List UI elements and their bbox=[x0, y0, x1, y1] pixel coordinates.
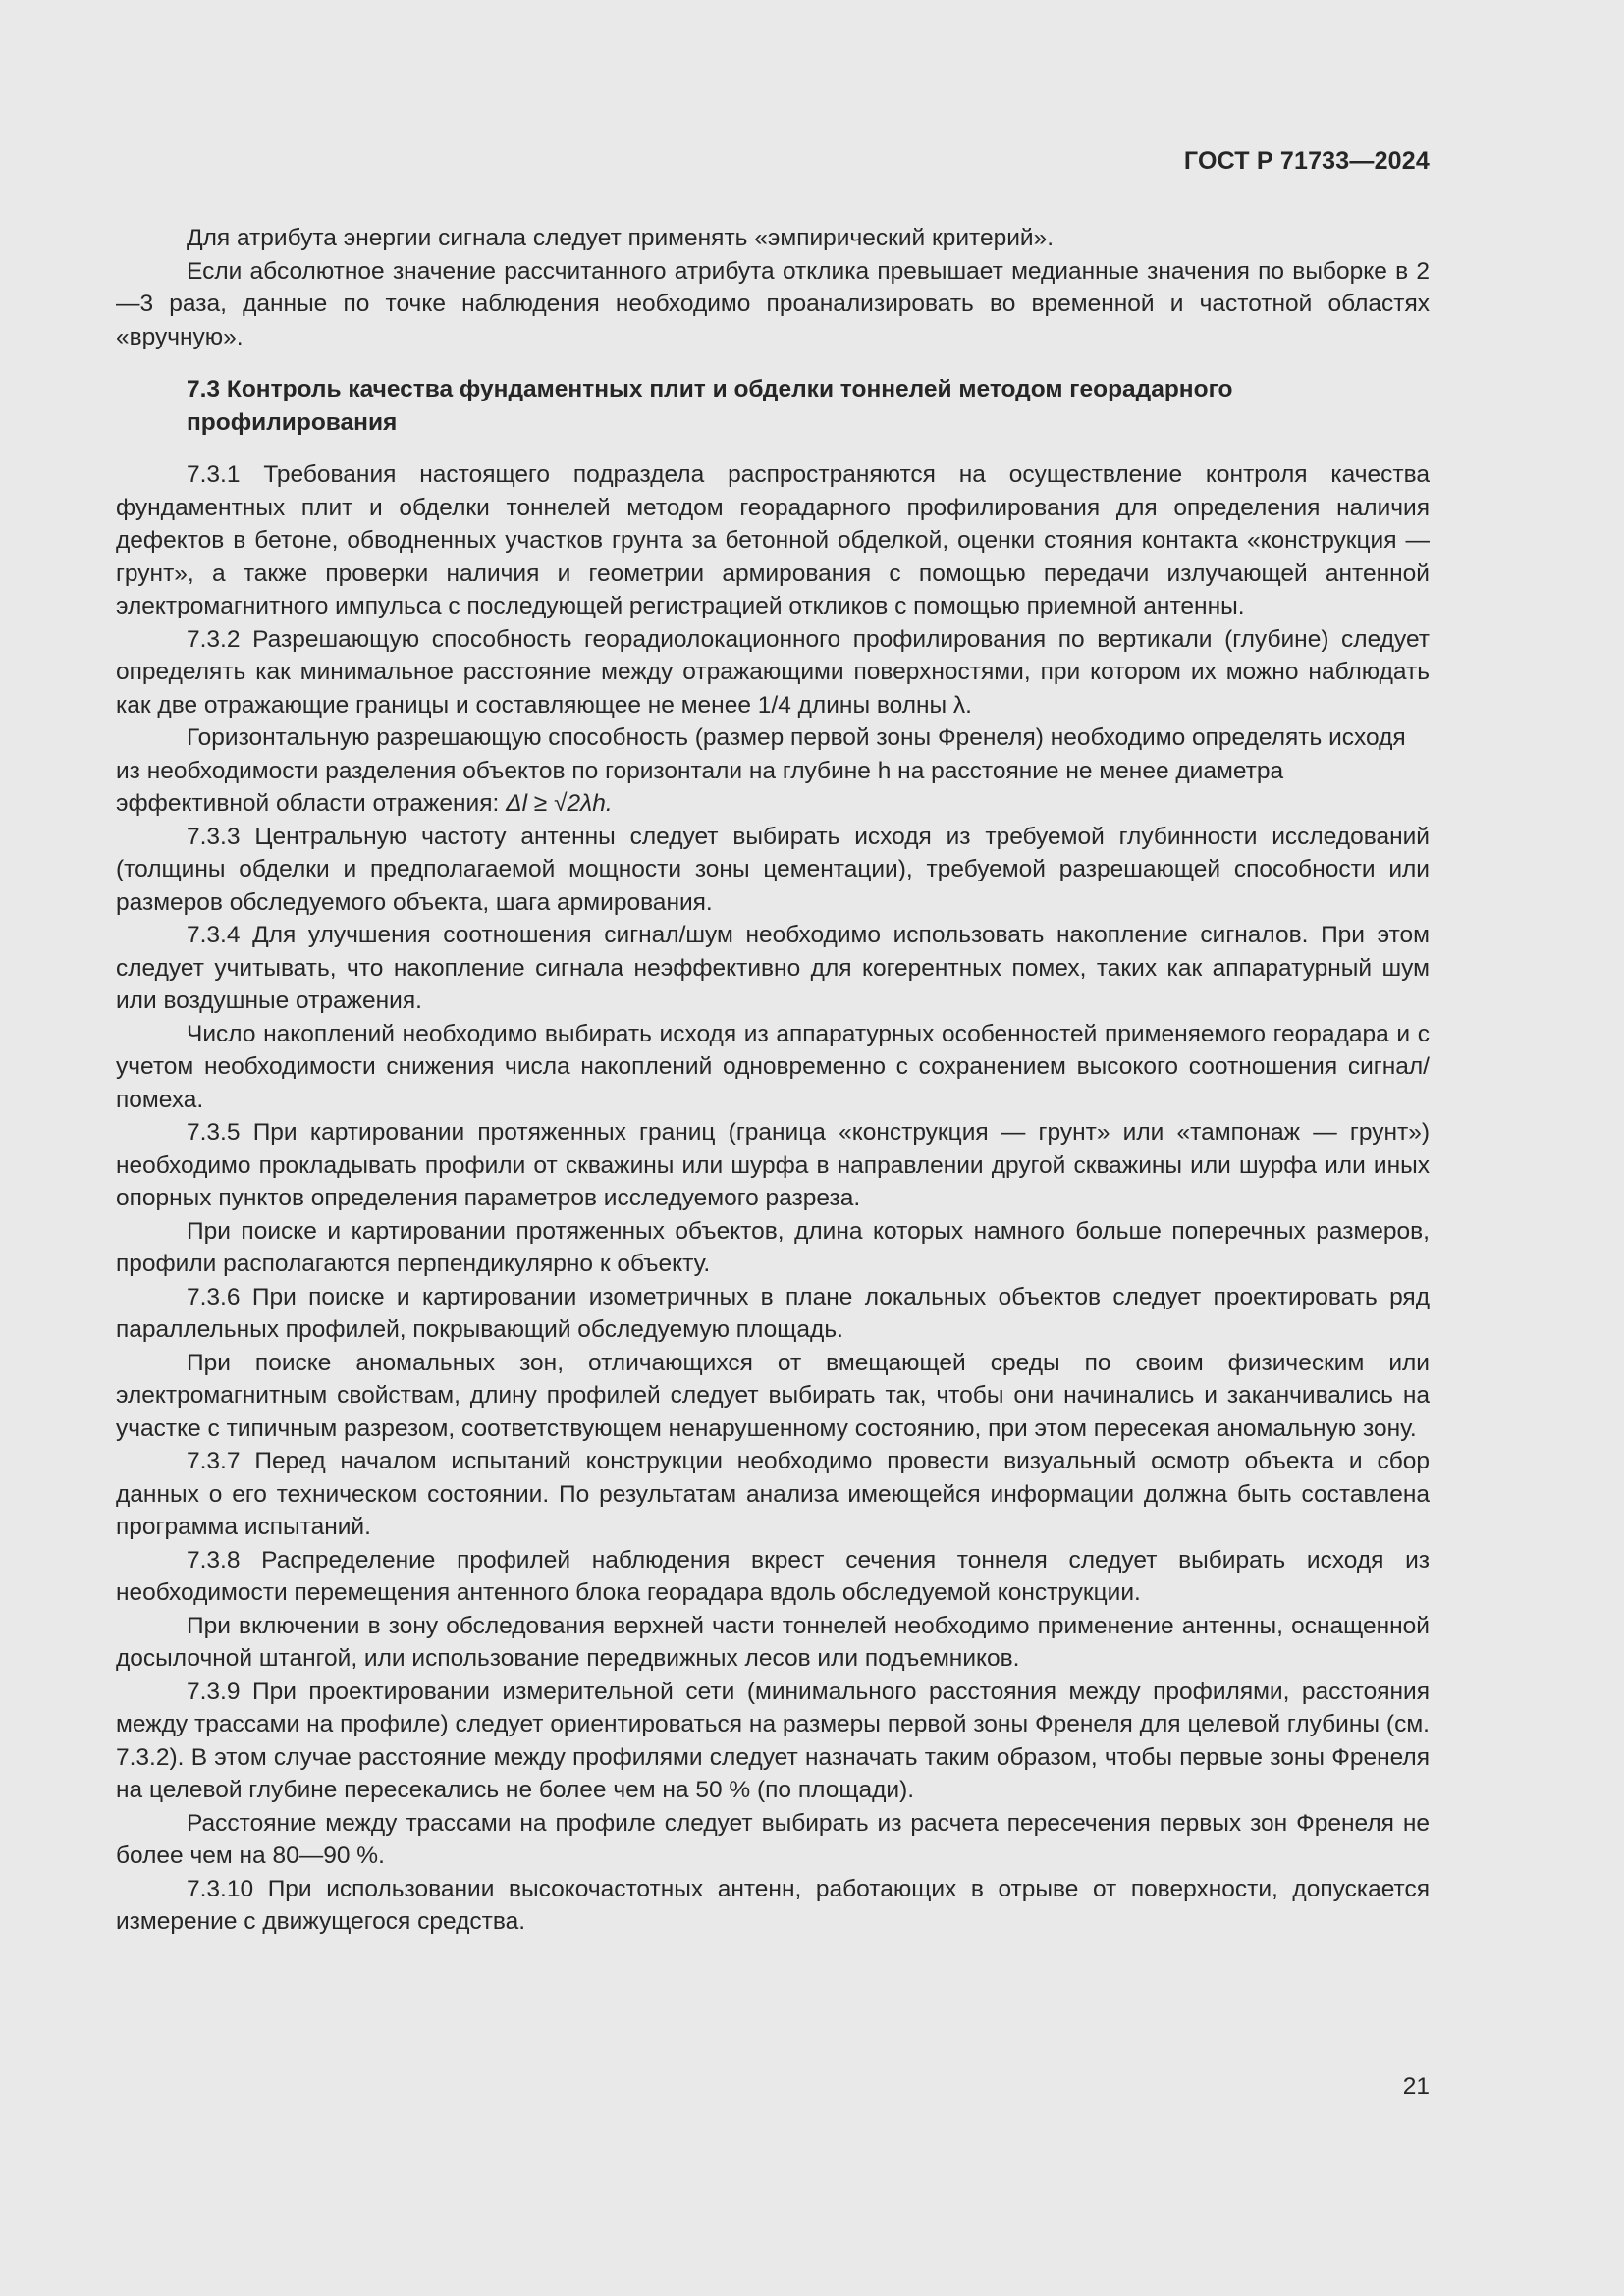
section-heading: 7.3 Контроль качества фундаментных плит и обделки тоннелей методом георадарного профилирования bbox=[187, 376, 1233, 436]
paragraph: 7.3.1 Требования настоящего подраздела распространяются на осуществление контроля качества фундаментных плит и обделки тоннелей методом георадарного профилирования для определения наличия дефектов в бетоне, обводненных участков грунта за бетонной обделкой, оценки стояния контакта «конструкция — грунт», а также проверки наличия и геометрии армирования с помощью передачи излучающей антенной электромагнитного импульса с последующей регистрацией откликов с помощью приемной антенны. bbox=[116, 461, 1430, 619]
paragraph-text: Горизонтальную разрешающую способность (размер первой зоны Френеля) необходимо определять исходя из необходимости разделения объектов по горизонтали на глубине h на расстояние не менее диаметра эффективной области отражения: bbox=[116, 724, 1406, 817]
paragraph: При поиске и картировании протяженных объектов, длина которых намного больше поперечных размеров, профили располагаются перпендикулярно к объекту. bbox=[116, 1217, 1430, 1277]
paragraph-with-formula bbox=[116, 721, 1430, 821]
paragraph: Если абсолютное значение рассчитанного атрибута отклика превышает медианные значения по выборке в 2—3 раза, данные по точке наблюдения необходимо проанализировать во временной и частотной областях «вручную». bbox=[116, 257, 1430, 350]
paragraph: 7.3.9 При проектировании измерительной сети (минимального расстояния между профилями, расстояния между трассами на профиле) следует ориентироваться на размеры первой зоны Френеля для целевой глубины (см. 7.3.2). В этом случае расстояние между профилями следует назначать таким образом, чтобы первые зоны Френеля на целевой глубине пересекались не более чем на 50 % (по площади). bbox=[116, 1678, 1430, 1803]
paragraph: 7.3.10 При использовании высокочастотных антенн, работающих в отрыве от поверхности, допускается измерение с движущегося средства. bbox=[116, 1875, 1430, 1935]
paragraph: Число накоплений необходимо выбирать исходя из аппаратурных особенностей применяемого георадара и с учетом необходимости снижения числа накоплений одновременно с сохранением высокого соотношения сигнал/помеха. bbox=[116, 1020, 1430, 1113]
document-body bbox=[116, 222, 1430, 1939]
paragraph: Расстояние между трассами на профиле следует выбирать из расчета пересечения первых зон Френеля не более чем на 80—90 %. bbox=[116, 1809, 1430, 1869]
paragraph: 7.3.4 Для улучшения соотношения сигнал/шум необходимо использовать накопление сигналов. При этом следует учитывать, что накопление сигнала неэффективно для когерентных помех, таких как аппаратурный шум или воздушные отражения. bbox=[116, 922, 1430, 1014]
paragraph: 7.3.8 Распределение профилей наблюдения вкрест сечения тоннеля следует выбирать исходя из необходимости перемещения антенного блока георадара вдоль обследуемой конструкции. bbox=[116, 1546, 1430, 1606]
paragraph: 7.3.6 При поиске и картировании изометричных в плане локальных объектов следует проектировать ряд параллельных профилей, покрывающий обследуемую площадь. bbox=[116, 1283, 1430, 1343]
paragraph: 7.3.7 Перед началом испытаний конструкции необходимо провести визуальный осмотр объекта и сбор данных о его техническом состоянии. По результатам анализа имеющейся информации должна быть составлена программа испытаний. bbox=[116, 1448, 1430, 1540]
formula: Δl ≥ √2λh. bbox=[506, 790, 613, 817]
paragraph: 7.3.5 При картировании протяженных границ (граница «конструкция — грунт» или «тампонаж — грунт») необходимо прокладывать профили от скважины или шурфа в направлении другой скважины или шурфа или иных опорных пунктов определения параметров исследуемого разреза. bbox=[116, 1119, 1430, 1211]
paragraph: 7.3.2 Разрешающую способность георадиолокационного профилирования по вертикали (глубине) следует определять как минимальное расстояние между отражающими поверхностями, при котором их можно наблюдать как две отражающие границы и составляющее не менее 1/4 длины волны λ. bbox=[116, 625, 1430, 719]
paragraph: При включении в зону обследования верхней части тоннелей необходимо применение антенны, оснащенной досылочной штангой, или использование передвижных лесов или подъемников. bbox=[116, 1612, 1430, 1672]
paragraph: При поиске аномальных зон, отличающихся от вмещающей среды по своим физическим или электромагнитным свойствам, длину профилей следует выбирать так, чтобы они начинались и заканчивались на участке с типичным разрезом, соответствующем ненарушенному состоянию, при этом пересекая аномальную зону. bbox=[116, 1349, 1430, 1442]
paragraph: Для атрибута энергии сигнала следует применять «эмпирический критерий». bbox=[187, 225, 1055, 251]
page-number: 21 bbox=[1402, 2073, 1430, 2100]
paragraph: 7.3.3 Центральную частоту антенны следует выбирать исходя из требуемой глубинности исследований (толщины обделки и предполагаемой мощности зоны цементации), требуемой разрешающей способности или размеров обследуемого объекта, шага армирования. bbox=[116, 823, 1430, 916]
page-header: ГОСТ Р 71733—2024 bbox=[1183, 147, 1430, 175]
